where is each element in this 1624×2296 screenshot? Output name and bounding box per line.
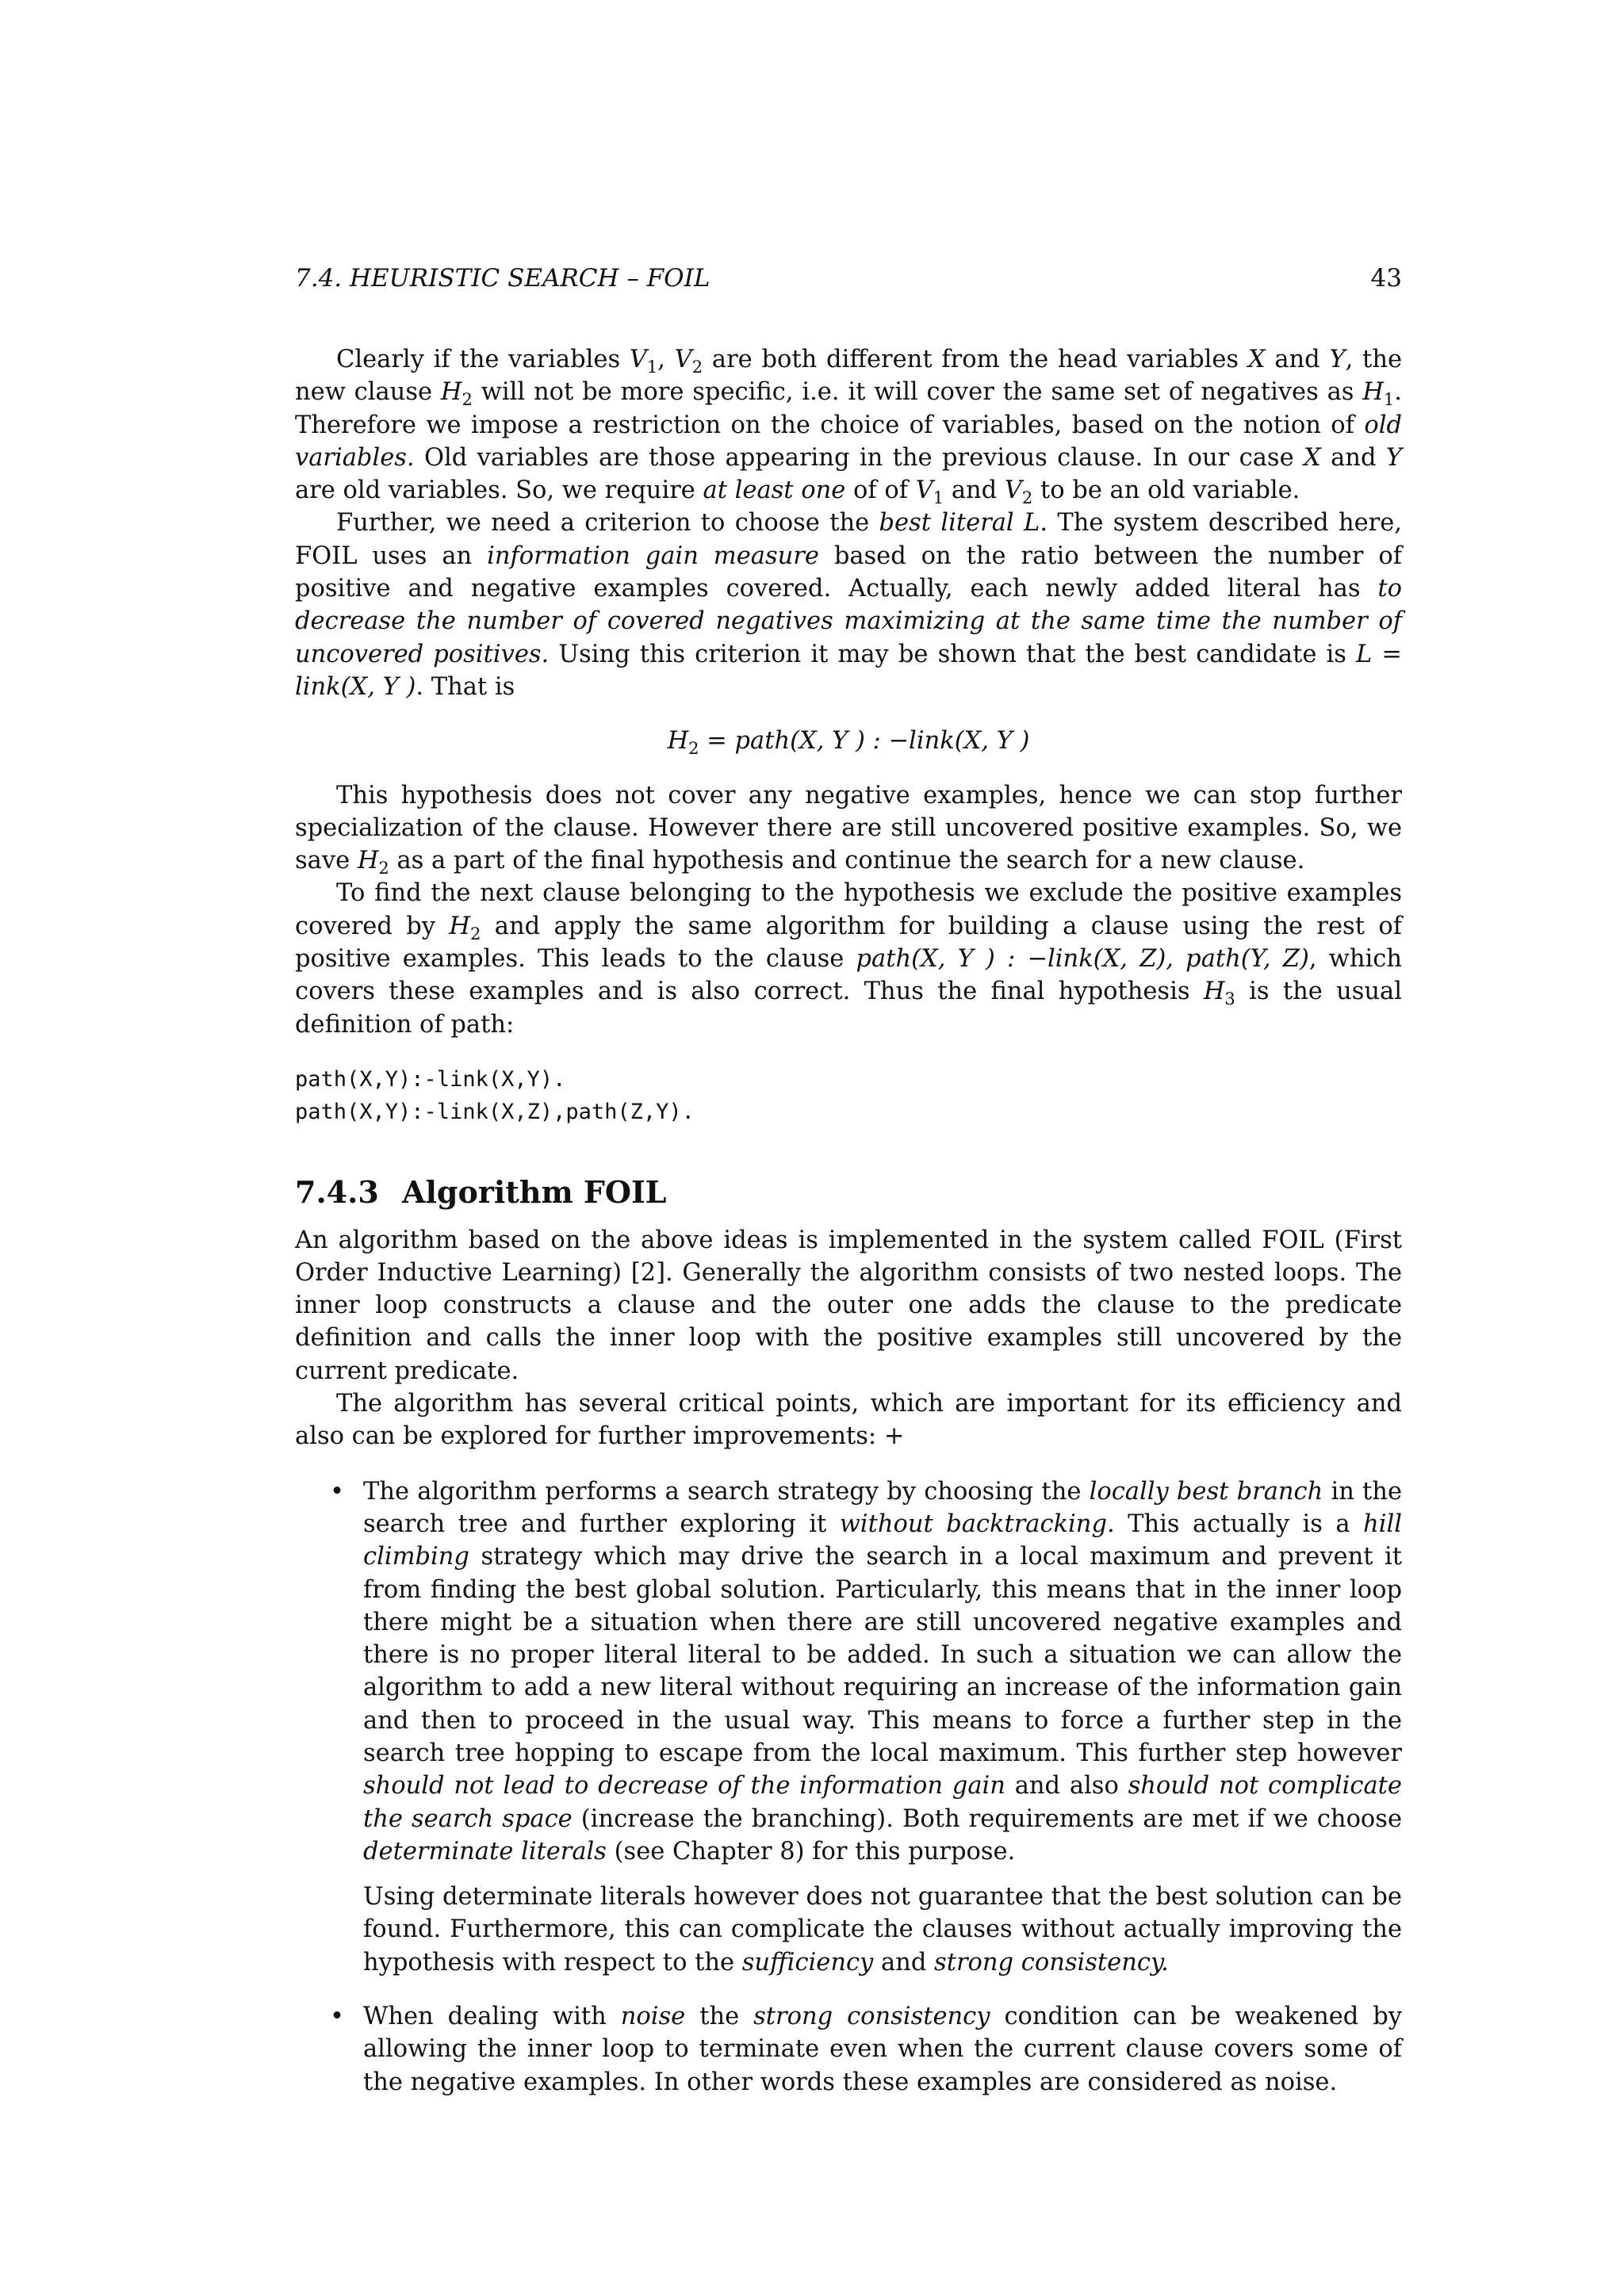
bullet-icon: • [330,1477,344,1506]
bullet-list [295,1475,1402,2099]
running-header [295,264,1402,299]
section-number: 7.4.3 [295,1173,379,1210]
bullet-paragraph: Using determinate literals however does not guarantee that the best solution can be found. Furthermore, this can complicate the clauses without actually improving the hypothesis with respect to the sufficiency and strong consistency. [363,1883,1402,1976]
section-heading [295,1172,1402,1213]
code-line: path(X,Y):-link(X,Z),path(Z,Y). [295,1100,695,1125]
paragraph-algorithm-intro: An algorithm based on the above ideas is implemented in the system called FOIL (First Order Inductive Learning) [2]. Generally the algorithm consists of two nested loops. The inner loop constructs a clause and the outer one adds the clause to the predicate definition and calls the inner loop with the positive examples still uncovered by the current predicate. [295,1226,1402,1385]
code-line: path(X,Y):-link(X,Y). [295,1066,566,1092]
list-item [295,2000,1402,2099]
paragraph-variables: Clearly if the variables $V_1$, $V_2$ are both different from the head variables X and Y, the new clause $H_2$ will not be more specific, i.e. it will cover the same set of negatives as $H_1$. Therefore we impose a restriction on the choice of variables, based on the notion of old variables. Old variables are those appearing in the previous clause. In our case X and Y are old variables. So, we require at least one of of $V_1$ and $V_2$ to be an old variable. [295,346,1403,508]
section-title: Algorithm FOIL [402,1173,667,1210]
bullet-paragraph: The algorithm performs a search strategy by choosing the locally best branch in the search tree and further exploring it without backtracking. This actually is a hill climbing strategy which may drive the search in a local maximum and prevent it from finding the best global solution. Particularly, this means that in the inner loop there might be a situation when there are still uncovered negative examples and there is no proper literal literal to be added. In such a situation we can allow the algorithm to add a new literal without requiring an increase of the information gain and then to proceed in the usual way. This means to force a further step in the search tree hopping to escape from the local maximum. This further step however should not lead to decrease of the information gain and also should not complicate the search space (increase the branching). Both requirements are met if we choose determinate literals (see Chapter 8) for this purpose. [363,1477,1402,1866]
bullet-icon: • [330,2003,344,2031]
bullet-paragraph: When dealing with noise the strong consistency condition can be weakened by allowing the inner loop to terminate even when the current clause covers some of the negative examples. In other words these examples are considered as noise. [363,2003,1403,2096]
paragraph-hypothesis: This hypothesis does not cover any negative examples, hence we can stop further specialization of the clause. However there are still uncovered positive examples. So, we save $H_2$ as a part of the final hypothesis and continue the search for a new clause. [295,781,1402,878]
paragraph-critical-points: The algorithm has several critical points, which are important for its efficiency and also can be explored for further improvements: + [295,1390,1402,1451]
code-block [295,1063,1402,1129]
text-body [295,343,1402,2120]
running-header-title: 7.4. HEURISTIC SEARCH – FOIL [295,264,710,293]
paragraph-next-clause: To find the next clause belonging to the hypothesis we exclude the positive examples covered by $H_2$ and apply the same algorithm for building a clause using the rest of positive examples. This leads to the clause path(X, Y ) : −link(X, Z), path(Y, Z), which covers these examples and is also correct. Thus the final hypothesis $H_3$ is the usual definition of path: [295,879,1403,1039]
paragraph-criterion: Further, we need a criterion to choose the best literal L. The system described here, FOIL uses an information gain measure based on the ratio between the number of positive and negative examples covered. Actually, each newly added literal has to decrease the number of covered negatives maximizing at the same time the number of uncovered positives. Using this criterion it may be shown that the best candidate is L = link(X, Y ). That is [295,509,1402,701]
page-number: 43 [1370,264,1402,293]
equation-h2: $H_2$ = path(X, Y ) : −link(X, Y ) [667,727,1030,759]
list-item [295,1475,1402,1979]
